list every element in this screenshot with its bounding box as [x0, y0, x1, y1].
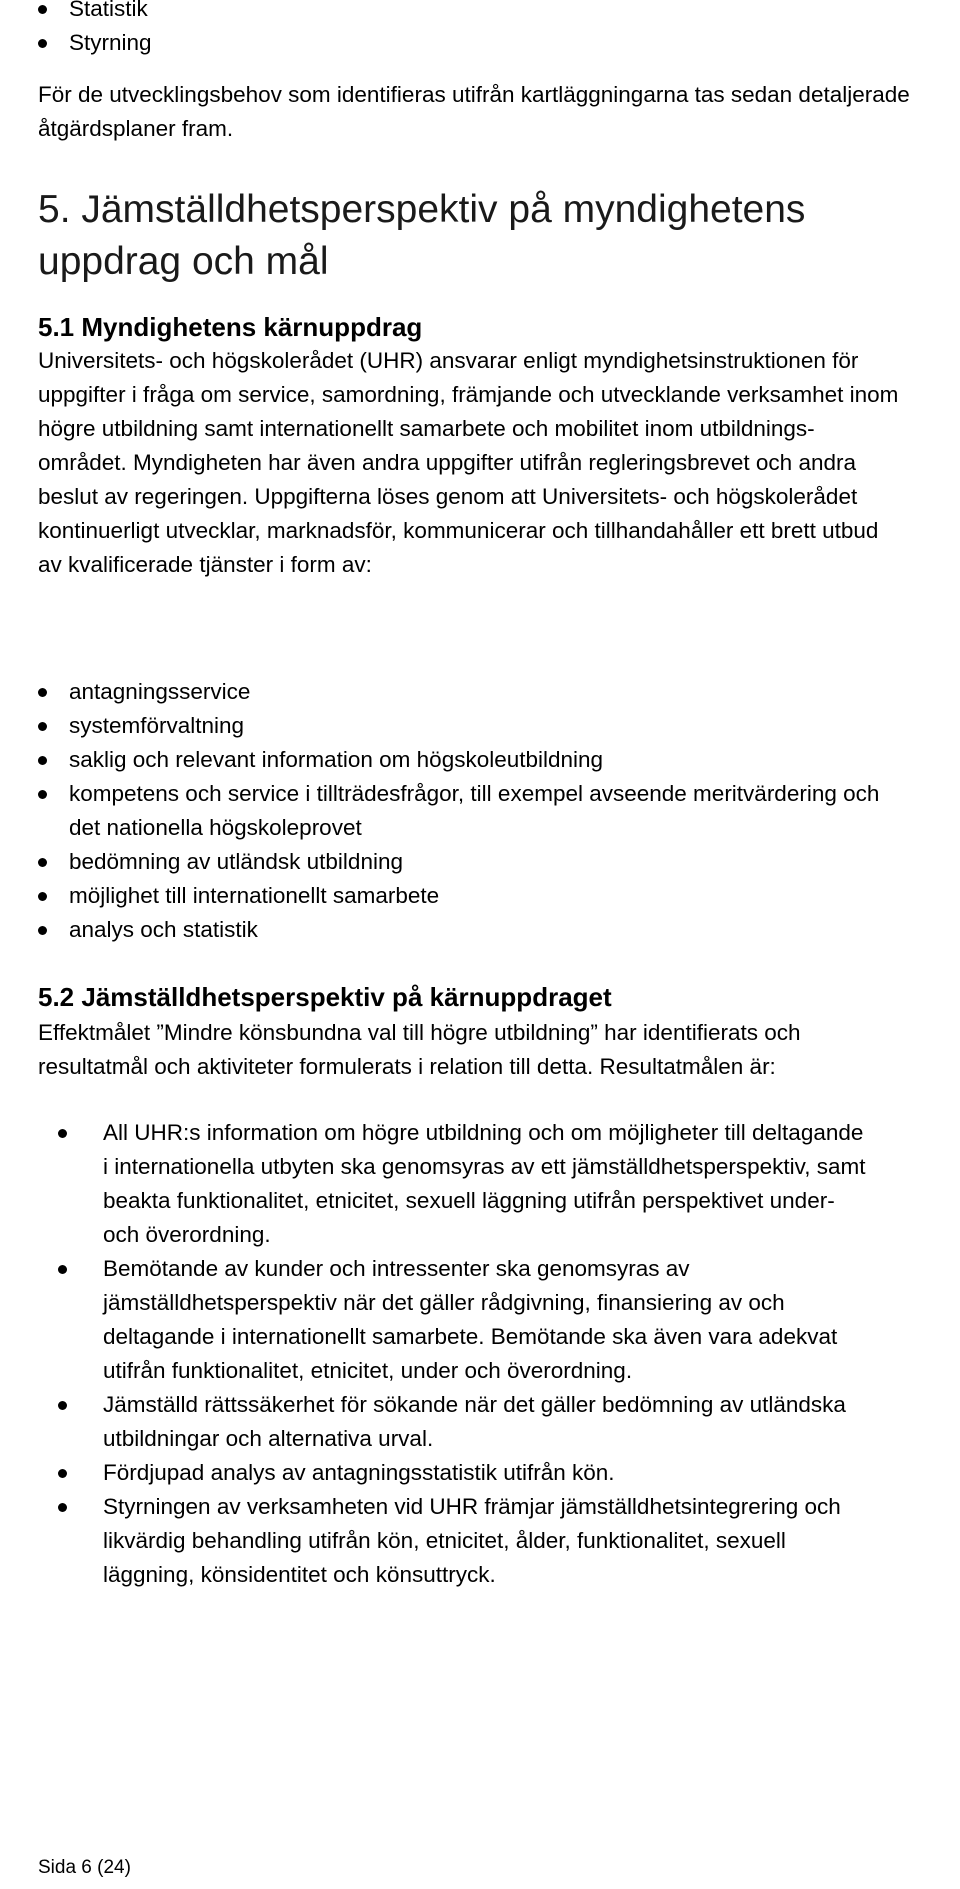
list-item: Styrningen av verksamheten vid UHR främjar jämställdhetsintegrering och likvärdig behandling utifrån kön, etnicitet, ålder, funktionalitet, sexuell läggning, könsidentitet och könsuttryck.	[38, 1490, 938, 1592]
list-item: Bemötande av kunder och intressenter ska genomsyras av jämställdhetsperspektiv när det gäller rådgivning, finansiering av och deltagande i internationellt samarbete. Bemötande ska även vara adekvat utifrån funktionalitet, etnicitet, under och överordning.	[38, 1252, 938, 1388]
paragraph-line: Effektmålet ”Mindre könsbundna val till högre utbildning” har identifierats och	[38, 1020, 801, 1045]
heading-line: 5. Jämställdhetsperspektiv på myndighetens	[38, 188, 806, 231]
list-item: saklig och relevant information om högskoleutbildning	[38, 743, 938, 777]
paragraph-line: Universitets- och högskolerådet (UHR) ansvarar enligt myndighetsinstruktionen för	[38, 348, 859, 373]
list-item: Jämställd rättssäkerhet för sökande när det gäller bedömning av utländska utbildningar och alternativa urval.	[38, 1388, 938, 1456]
list-item: Fördjupad analys av antagningsstatistik utifrån kön.	[38, 1456, 938, 1490]
list-item: bedömning av utländsk utbildning	[38, 845, 938, 879]
paragraph-line: av kvalificerade tjänster i form av:	[38, 552, 372, 577]
bullet-icon	[38, 858, 47, 867]
paragraph-line: uppgifter i fråga om service, samordning, främjande och utvecklande verksamhet inom	[38, 382, 899, 407]
top-bullet-list	[38, 0, 938, 60]
paragraph-line: kontinuerligt utvecklar, marknadsför, kommunicerar och tillhandahåller ett brett utbud	[38, 518, 879, 543]
bullet-icon	[58, 1469, 67, 1478]
bullet-icon	[58, 1265, 67, 1274]
bullet-icon	[58, 1129, 67, 1138]
section-5-heading	[38, 184, 938, 288]
heading-line: uppdrag och mål	[38, 240, 329, 283]
bullet-icon	[38, 688, 47, 697]
bullet-icon	[38, 756, 47, 765]
list-item: systemförvaltning	[38, 709, 938, 743]
bullet-icon	[38, 39, 47, 48]
section-5-1-heading: 5.1 Myndighetens kärnuppdrag	[38, 312, 423, 342]
list-item: möjlighet till internationellt samarbete	[38, 879, 938, 913]
list-item: antagningsservice	[38, 675, 938, 709]
section-5-2-heading: 5.2 Jämställdhetsperspektiv på kärnuppdraget	[38, 982, 612, 1012]
list-item: Styrning	[38, 26, 938, 60]
bullet-icon	[58, 1401, 67, 1410]
bullet-icon	[58, 1503, 67, 1512]
list-item: Statistik	[38, 0, 938, 26]
paragraph-line: beslut av regeringen. Uppgifterna löses genom att Universitets- och högskolerådet	[38, 484, 858, 509]
bullet-icon	[38, 5, 47, 14]
section-5-2-paragraph	[38, 1016, 938, 1084]
paragraph-line: resultatmål och aktiviteter formulerats i relation till detta. Resultatmålen är:	[38, 1054, 776, 1079]
bullet-icon	[38, 722, 47, 731]
bullet-icon	[38, 892, 47, 901]
goals-list	[38, 1116, 938, 1592]
bullet-icon	[38, 926, 47, 935]
list-item: analys och statistik	[38, 913, 938, 947]
page-number: Sida 6 (24)	[38, 1857, 131, 1878]
list-item: All UHR:s information om högre utbildning och om möjligheter till deltagande i internationella utbyten ska genomsyras av ett jämställdhetsperspektiv, samt beakta funktionalitet, etnicitet, sexuell läggning utifrån perspektivet under- och överordning.	[38, 1116, 938, 1252]
intro-paragraph: För de utvecklingsbehov som identifieras utifrån kartläggningarna tas sedan detaljerade åtgärdsplaner fram.	[38, 82, 910, 141]
paragraph-line: högre utbildning samt internationellt samarbete och mobilitet inom utbildnings-	[38, 416, 815, 441]
section-5-1-paragraph	[38, 344, 938, 582]
services-list	[38, 675, 938, 947]
paragraph-line: området. Myndigheten har även andra uppgifter utifrån regleringsbrevet och andra	[38, 450, 856, 475]
list-item: kompetens och service i tillträdesfrågor, till exempel avseende meritvärdering och det nationella högskoleprovet	[38, 777, 938, 845]
bullet-icon	[38, 790, 47, 799]
